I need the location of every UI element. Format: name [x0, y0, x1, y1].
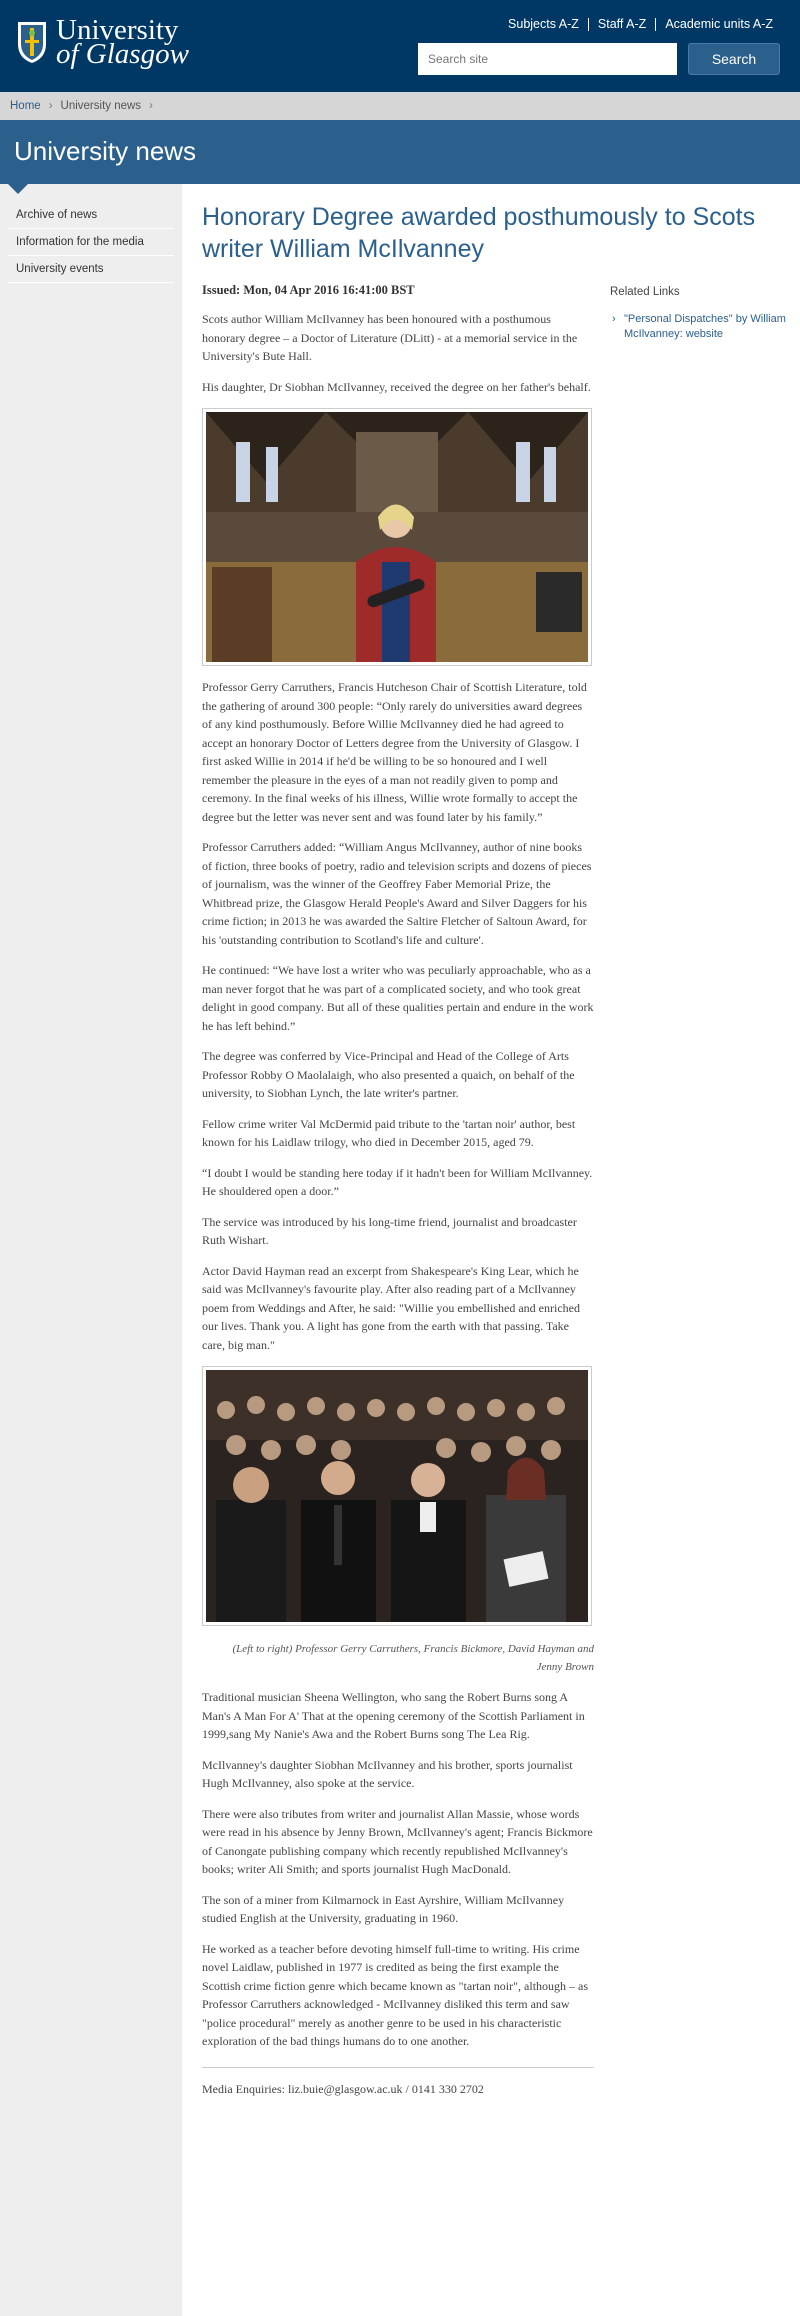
sidebar-item-media-info[interactable]: Information for the media [8, 229, 174, 256]
nav-subjects-az[interactable]: Subjects A-Z [508, 17, 579, 31]
article-title: Honorary Degree awarded posthumously to Scots writer William McIlvanney [202, 203, 756, 263]
nav-academic-units-az[interactable]: Academic units A-Z [655, 18, 782, 31]
paragraph: Actor David Hayman read an excerpt from Shakespeare's King Lear, which he said was McIlvanney's favourite play. After also reading part of a McIlvanney poem from Weddings and After, he said: "Willie you embellished and enriched our lives. Thank you. A light has gone from the earth with that passing. Take care, big man." [202, 1263, 580, 1352]
paragraph: “I doubt I would be standing here today if it hadn't been for William McIlvanney. He shouldered open a door.” [202, 1165, 593, 1198]
logo-text [56, 14, 189, 70]
paragraph: Scots author William McIlvanney has been honoured with a posthumous honorary degree – a Doctor of Literature (DLitt) - at a memorial service in the University's Bute Hall. [202, 312, 578, 363]
site-header [0, 0, 800, 92]
top-nav [499, 18, 782, 31]
paragraph: The son of a miner from Kilmarnock in East Ayrshire, William McIlvanney studied English at the University, graduating in 1960. [202, 1892, 565, 1925]
paragraph: He continued: “We have lost a writer who was peculiarly approachable, who as a man never forgot that he was part of a complicated society, and who took great delight in good company. But all of these qualities pertain and endure in the work he has left behind.” [202, 963, 594, 1033]
paragraph: Professor Carruthers added: “William Angus McIlvanney, author of nine books of fiction, three books of poetry, radio and television scripts and dozens of pieces of journalism, was the winner of the Geoffrey Faber Memorial Prize, the Whitbread prize, the Glasgow Herald People's Award and Silver Daggers for his crime fiction; in 2013 he was awarded the Saltire Fletcher of Saltoun Award, for his 'outstanding contribution to Scotland's life and culture'. [202, 840, 592, 947]
sidebar-nav [0, 202, 182, 283]
paragraph: Fellow crime writer Val McDermid paid tribute to the 'tartan noir' author, best known for his Laidlaw trilogy, who died in December 2015, aged 79. [202, 1116, 576, 1149]
audience-image [206, 1370, 588, 1622]
breadcrumb [0, 92, 800, 120]
logo-line2: of Glasgow [56, 38, 189, 70]
paragraph: He worked as a teacher before devoting himself full-time to writing. His crime novel Laidlaw, published in 1977 is credited as being the first example the Scottish crime fiction genre which became known as "tartan noir", although – as Professor Carruthers acknowledged - McIlvanney disliked this term and saw "police procedural" merely as another genre to be used in his characteristic exploration of the bad things humans do to one another. [202, 1941, 589, 2048]
related-links-heading: Related Links [610, 286, 680, 298]
hall-image [206, 412, 588, 662]
sidebar-item-events[interactable]: University events [8, 256, 174, 283]
sidebar [0, 184, 182, 2316]
breadcrumb-home[interactable]: Home [10, 100, 41, 112]
media-enquiries: Media Enquiries: liz.buie@glasgow.ac.uk / 0141 330 2702 [202, 2081, 484, 2096]
chevron-right-icon: › [149, 100, 153, 112]
breadcrumb-current[interactable]: University news [60, 100, 142, 112]
paragraph: His daughter, Dr Siobhan McIlvanney, received the degree on her father's behalf. [202, 379, 591, 394]
photo-caption: (Left to right) Professor Gerry Carruthers, Francis Bickmore, David Hayman and Jenny Brown [232, 1643, 594, 1673]
divider [202, 2067, 594, 2068]
ceremony-photo [202, 408, 592, 666]
crest-icon [16, 20, 48, 64]
search-input[interactable] [418, 43, 677, 75]
audience-photo [202, 1366, 592, 1626]
search-button[interactable]: Search [688, 43, 780, 75]
related-link-personal-dispatches[interactable]: › "Personal Dispatches" by William McIlvanney: website [610, 312, 790, 342]
paragraph: There were also tributes from writer and journalist Allan Massie, whose words were read in his absence by Jenny Brown, McIlvanney's agent; Francis Bickmore of Canongate publishing company which recently republished McIlvanney's books; writer Ali Smith; and sports journalist Hugh MacDonald. [202, 1806, 593, 1876]
chevron-right-icon: › [48, 100, 53, 112]
logo-line1: University [56, 14, 179, 46]
paragraph: The service was introduced by his long-time friend, journalist and broadcaster Ruth Wishart. [202, 1214, 577, 1247]
paragraph: McIlvanney's daughter Siobhan McIlvanney and his brother, sports journalist Hugh McIlvanney, also spoke at the service. [202, 1757, 573, 1790]
banner-notch [8, 184, 28, 194]
paragraph: Professor Gerry Carruthers, Francis Hutcheson Chair of Scottish Literature, told the gathering of around 300 people: “Only rarely do universities award degrees of any kind posthumously. Before Willie McIlvanney died he had agreed to accept an honorary Doctor of Letters degree from the University of Glasgow. I first asked Willie in 2014 if he'd be willing to be so honoured and I well remember the pleasure in the eyes of a man not readily given to pomp and ceremony. In the final weeks of his illness, Willie wrote formally to accept the degree but the letter was never sent and was found later by his family.” [202, 680, 587, 824]
issued-date: Issued: Mon, 04 Apr 2016 16:41:00 BST [202, 283, 415, 297]
paragraph: The degree was conferred by Vice-Principal and Head of the College of Arts Professor Robby O Maolalaigh, who also presented a quaich, on behalf of the university, to Siobhan Lynch, the late writer's partner. [202, 1049, 575, 1100]
sidebar-item-archive[interactable]: Archive of news [8, 202, 174, 229]
university-logo[interactable] [16, 14, 189, 70]
related-links [610, 286, 790, 342]
nav-staff-az[interactable]: Staff A-Z [588, 18, 655, 31]
section-title: University news [14, 136, 197, 166]
paragraph: Traditional musician Sheena Wellington, who sang the Robert Burns song A Man's A Man For A' That at the opening ceremony of the Scottish Parliament in 1999,sang My Nanie's Awa and the Robert Burns song The Lea Rig. [202, 1690, 585, 1741]
section-banner [0, 120, 800, 184]
